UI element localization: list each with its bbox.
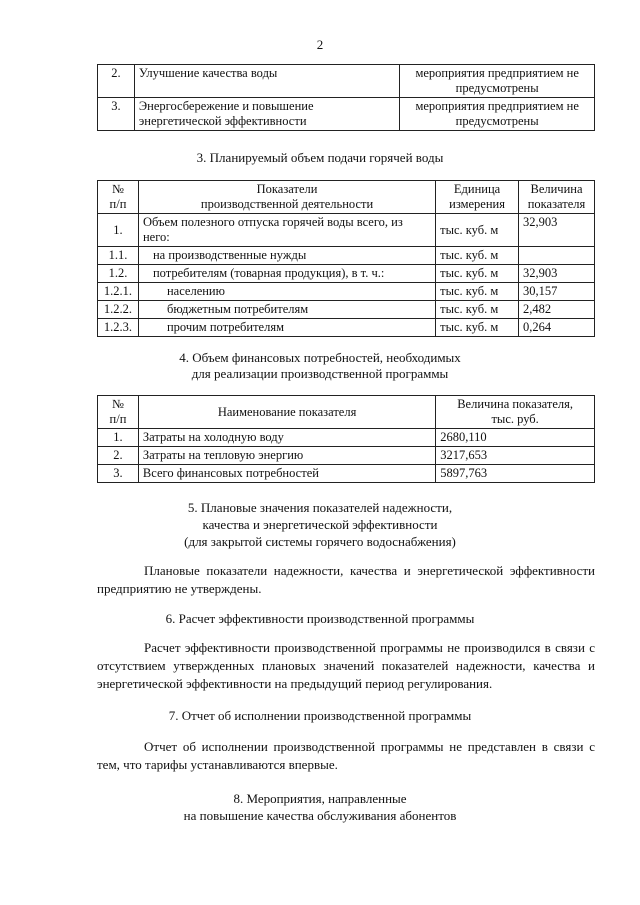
header-text: Показатели: [256, 182, 318, 196]
section4-title: [0, 350, 640, 382]
indicator-text: Объем полезного отпуска горячей воды всего, из: [142, 215, 403, 229]
table-row: [98, 247, 595, 265]
section5-title-line: качества и энергетической эффективности: [202, 517, 438, 532]
section4-title-line: 4. Объем финансовых потребностей, необходимых: [179, 350, 461, 365]
indicator-name: прочим потребителям: [138, 319, 435, 337]
section7-title: 7. Отчет об исполнении производственной программы: [168, 708, 472, 723]
indicator-name: населению: [138, 283, 435, 301]
header-text: п/п: [109, 412, 127, 426]
header-text: тыс. руб.: [491, 412, 539, 426]
row-number: 1.: [98, 214, 139, 247]
value-cell: 3217,653: [436, 447, 595, 465]
header-value: [436, 396, 595, 429]
table-row: [98, 214, 595, 247]
measure-status: [400, 98, 595, 131]
header-text: №: [111, 397, 124, 411]
status-text: мероприятия предприятием не: [415, 66, 579, 80]
value-cell: 5897,763: [436, 465, 595, 483]
indicator-text: него:: [142, 230, 170, 244]
row-number: 2.: [98, 65, 135, 98]
section7-text: Отчет об исполнении производственной программы не представлен в связи с тем, что тарифы устанавливаются впервые.: [97, 739, 595, 772]
page-number: 2: [316, 37, 324, 52]
header-text: измерения: [449, 197, 505, 211]
row-number: 3.: [98, 465, 139, 483]
header-indicator: [138, 181, 435, 214]
row-number: 1.2.3.: [98, 319, 139, 337]
status-text: предусмотрены: [455, 114, 539, 128]
header-text: показателя: [527, 197, 586, 211]
indicator-name: бюджетным потребителям: [138, 301, 435, 319]
table-row: [98, 301, 595, 319]
table-row: [98, 429, 595, 447]
table-row: [98, 447, 595, 465]
unit-cell: тыс. куб. м: [436, 247, 519, 265]
indicator-name: [138, 214, 435, 247]
section5-title-line: (для закрытой системы горячего водоснабжения): [184, 534, 456, 549]
hot-water-table: [97, 180, 595, 337]
indicator-name: на производственные нужды: [138, 247, 435, 265]
table-row: [98, 65, 595, 98]
row-number: 1.1.: [98, 247, 139, 265]
value-cell: 2680,110: [436, 429, 595, 447]
header-text: Величина показателя,: [457, 397, 574, 411]
header-value: [519, 181, 595, 214]
table-row: [98, 98, 595, 131]
unit-cell: тыс. куб. м: [436, 301, 519, 319]
section3-title: 3. Планируемый объем подачи горячей воды: [196, 150, 444, 165]
measure-name: Улучшение качества воды: [134, 65, 399, 98]
unit-cell: тыс. куб. м: [436, 265, 519, 283]
status-text: мероприятия предприятием не: [415, 99, 579, 113]
measure-name-text: Энергосбережение и повышение: [138, 99, 314, 113]
measure-name-text: энергетической эффективности: [138, 114, 307, 128]
section5-title: [0, 499, 640, 550]
unit-cell: тыс. куб. м: [436, 214, 519, 247]
header-num: [98, 396, 139, 429]
header-text: Единица: [453, 182, 501, 196]
row-number: 2.: [98, 447, 139, 465]
table-row: [98, 319, 595, 337]
table-row: [98, 465, 595, 483]
section4-title-line: для реализации производственной программы: [191, 366, 449, 381]
section6-title: 6. Расчет эффективности производственной программы: [165, 611, 475, 626]
value-cell: [519, 247, 595, 265]
table-row: [98, 265, 595, 283]
indicator-name: потребителям (товарная продукция), в т. ч.:: [138, 265, 435, 283]
section8-title-line: 8. Мероприятия, направленные: [233, 791, 407, 806]
financial-needs-table: [97, 395, 595, 483]
table-header-row: [98, 181, 595, 214]
header-indicator: Наименование показателя: [138, 396, 435, 429]
value-cell: 0,264: [519, 319, 595, 337]
unit-cell: тыс. куб. м: [436, 283, 519, 301]
indicator-name: Всего финансовых потребностей: [138, 465, 435, 483]
value-cell: 30,157: [519, 283, 595, 301]
table-header-row: [98, 396, 595, 429]
row-number: 1.2.2.: [98, 301, 139, 319]
status-text: предусмотрены: [455, 81, 539, 95]
section8-title-line: на повышение качества обслуживания абонентов: [183, 808, 457, 823]
section5-text: Плановые показатели надежности, качества и энергетической эффективности предприятию не утверждены.: [97, 563, 595, 596]
section5-title-line: 5. Плановые значения показателей надежности,: [187, 500, 453, 515]
indicator-name: Затраты на тепловую энергию: [138, 447, 435, 465]
header-text: Величина: [530, 182, 583, 196]
value-cell: 32,903: [519, 214, 595, 247]
header-text: №: [112, 182, 124, 196]
unit-cell: тыс. куб. м: [436, 319, 519, 337]
row-number: 1.: [98, 429, 139, 447]
measures-table: [97, 64, 595, 131]
header-text: производственной деятельности: [200, 197, 374, 211]
section8-title: [0, 790, 640, 824]
header-num: [98, 181, 139, 214]
measure-status: [400, 65, 595, 98]
row-number: 1.2.: [98, 265, 139, 283]
row-number: 3.: [98, 98, 135, 131]
section6-text: Расчет эффективности производственной программы не производился в связи с отсутствием утвержденных плановых значений показателей надежности, качества и энергетической эффективности на предыдущий период регулирования.: [97, 640, 595, 691]
value-cell: 32,903: [519, 265, 595, 283]
measure-name: [134, 98, 399, 131]
table-row: [98, 283, 595, 301]
indicator-name: Затраты на холодную воду: [138, 429, 435, 447]
row-number: 1.2.1.: [98, 283, 139, 301]
header-text: п/п: [109, 197, 127, 211]
value-cell: 2,482: [519, 301, 595, 319]
header-unit: [436, 181, 519, 214]
